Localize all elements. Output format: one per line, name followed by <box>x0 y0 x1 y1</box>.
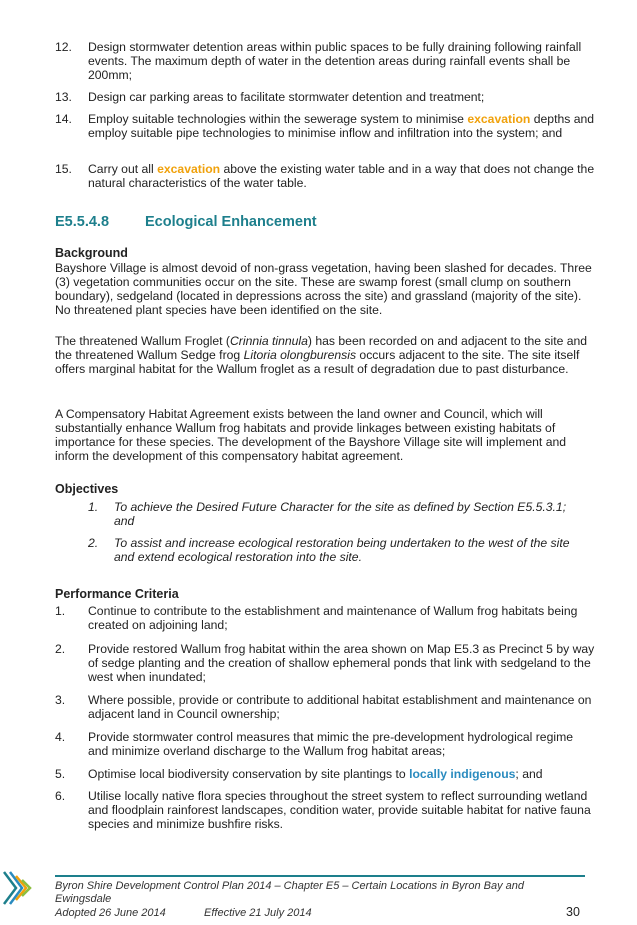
objective-item: 1. To achieve the Desired Future Character for the site as defined by Section E5.5.3.1; and <box>88 500 567 528</box>
footer-document-title-cont: Ewingsdale <box>55 893 112 905</box>
section-title: Ecological Enhancement <box>145 214 317 230</box>
glossary-link-excavation[interactable]: excavation <box>157 162 221 176</box>
criteria-item: 3. Where possible, provide or contribute to additional habitat establishment and maintenance on adjacent land in Council ownership; <box>55 693 592 721</box>
criteria-item: 4. Provide stormwater control measures that mimic the pre-development hydrological regime and minimize overland discharge to the Wallum frog habitat areas; <box>55 730 573 758</box>
list-item <box>55 112 595 140</box>
objectives-heading: Objectives <box>55 482 119 496</box>
footer-effective-date: Effective 21 July 2014 <box>204 907 312 919</box>
objective-item: 2. To assist and increase ecological restoration being undertaken to the west of the site and extend ecological restoration into the site. <box>88 536 570 564</box>
background-paragraph-2: The threatened Wallum Froglet (Crinnia tinnula) has been recorded on and adjacent to the site and the threatened Wallum Sedge frog Litoria olongburensis occurs adjacent to the site. The site itself offers marginal habitat for the Wallum froglet as a result of degradation due to past disturbance. <box>55 334 588 376</box>
criteria-item: 5. Optimise local biodiversity conservation by site plantings to locally indigenous; and <box>55 767 543 781</box>
list-item <box>55 162 595 190</box>
background-heading: Background <box>55 246 128 260</box>
criteria-item: 1. Continue to contribute to the establishment and maintenance of Wallum frog habitats being created on adjoining land; <box>55 604 578 632</box>
performance-heading: Performance Criteria <box>55 587 179 601</box>
section-number: E5.5.4.8 <box>55 214 110 230</box>
background-paragraph-1: Bayshore Village is almost devoid of non-grass vegetation, having been slashed for decades. Three (3) vegetation communities occur on the site. These are swamp forest (small clump on southern boundary), sedgeland (located in depressions across the site) and grassland (majority of the site). No threatened plant species have been identified on the site. <box>55 261 592 317</box>
footer-divider <box>55 875 585 877</box>
page-number: 30 <box>566 905 580 919</box>
list-text: Carry out all excavation above the existing water table and in a way that does not change the natural characteristics of the water table. <box>88 162 595 190</box>
council-logo-icon <box>0 868 34 911</box>
footer-adopted-date: Adopted 26 June 2014 <box>55 907 166 919</box>
list-item <box>55 90 595 104</box>
list-number: 15. <box>55 162 72 176</box>
list-text: Design car parking areas to facilitate stormwater detention and treatment; <box>88 90 485 104</box>
list-text: Employ suitable technologies within the sewerage system to minimise excavation depths and employ suitable pipe technologies to minimise inflow and infiltration into the system; and <box>88 112 595 140</box>
list-text: Design stormwater detention areas within public spaces to be fully draining following rainfall events. The maximum depth of water in the detention areas during rainfall events shall be 200mm; <box>88 40 582 82</box>
glossary-link-excavation[interactable]: excavation <box>467 112 531 126</box>
list-item <box>55 40 595 82</box>
glossary-link-locally-indigenous[interactable]: locally indigenous <box>409 767 516 781</box>
list-number: 13. <box>55 90 72 104</box>
criteria-item: 6. Utilise locally native flora species throughout the street system to reflect surrounding wetland and floodplain rainforest landscapes, condition water, provide suitable habitat for native fauna species and minimize bushfire risks. <box>55 789 591 831</box>
list-number: 12. <box>55 40 72 54</box>
background-paragraph-3: A Compensatory Habitat Agreement exists between the land owner and Council, which will substantially enhance Wallum frog habitats and provide linkages between existing habitats of importance for these species. The development of the Bayshore Village site will implement and inform the development of this compensatory habitat agreement. <box>55 407 567 463</box>
list-number: 14. <box>55 112 72 126</box>
criteria-item: 2. Provide restored Wallum frog habitat within the area shown on Map E5.3 as Precinct 5 by way of sedge planting and the creation of shallow ephemeral ponds that link with sedgeland to the west when inundated; <box>55 642 595 684</box>
footer-document-title: Byron Shire Development Control Plan 2014 – Chapter E5 – Certain Locations in Byron Bay and <box>55 880 524 892</box>
